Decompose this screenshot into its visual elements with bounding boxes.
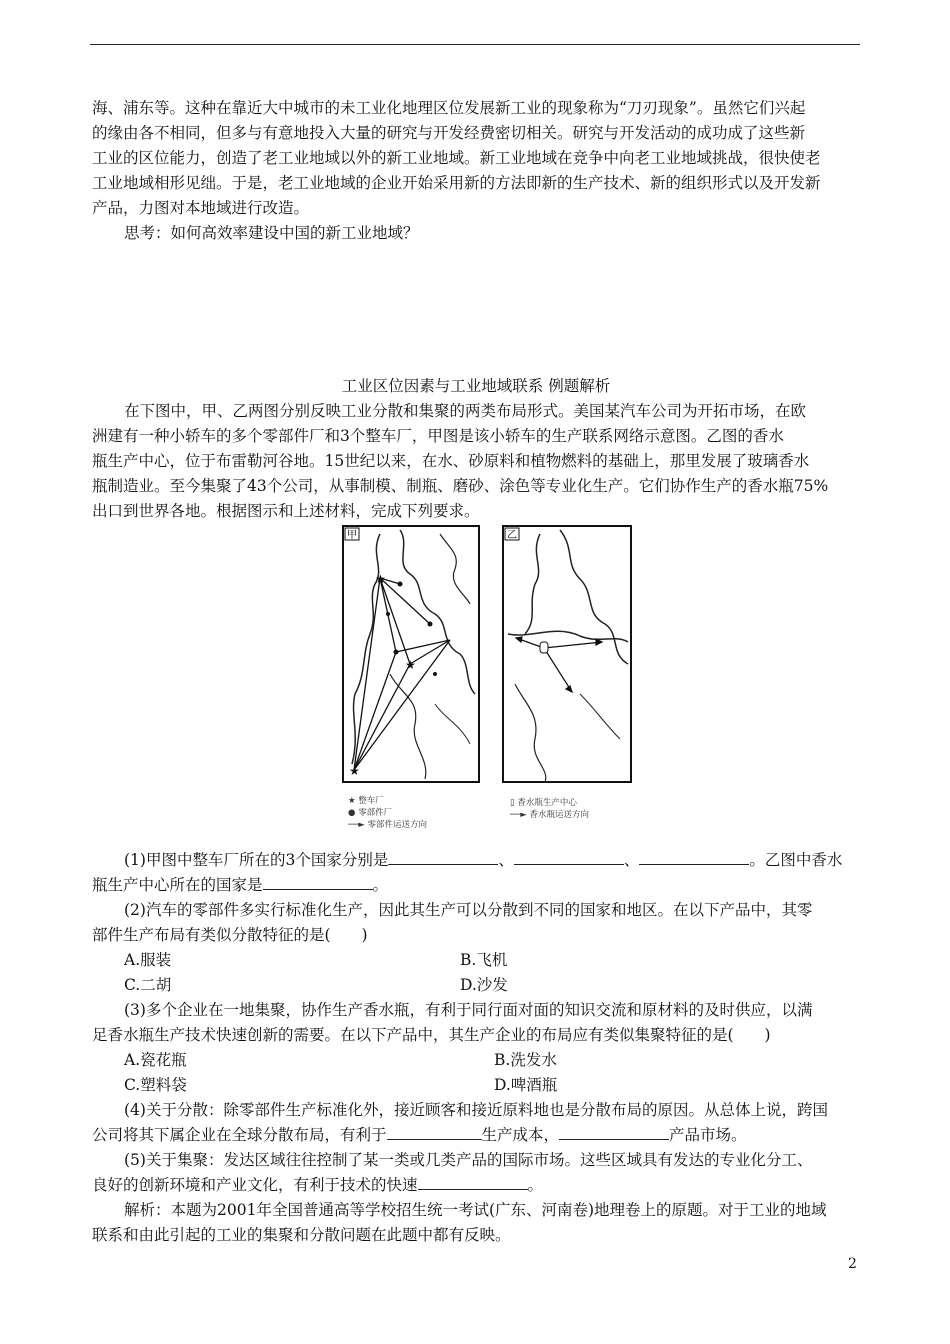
q3-line: 足香水瓶生产技术快速创新的需要。在以下产品中，其生产企业的布局应有类似集聚特征的是( ) [92,1026,771,1044]
q1-line2: 瓶生产中心所在的国家是 。 [92,876,389,894]
analysis-line: 联系和由此引起的工业的集聚和分散问题在此题中都有反映。 [92,1226,511,1244]
q4-line2: 公司将其下属企业在全球分散布局，有利于 生产成本， 产品市场。 [92,1126,747,1144]
map-b-label: 乙 [507,530,517,541]
bottle-icon: ▯ [510,798,515,808]
legend-a: ★ 整车厂 ● 零部件厂 ──► 零部件运送方向 [348,796,427,830]
q2-options-row [92,948,860,973]
parts-factory [386,612,390,616]
q5-line1: (5)关于集聚：发达区域往往控制了某一类或几类产品的国际市场。这些区域具有发达的专业化分工、 [124,1151,813,1169]
blank[interactable] [639,849,749,865]
blank[interactable] [388,849,498,865]
assembly-plant: ★ [375,572,386,586]
option[interactable]: D.啤酒瓶 [494,1076,558,1094]
assembly-plant: ★ [405,658,416,672]
blank[interactable] [514,849,624,865]
map-b-frame [503,526,631,782]
blank[interactable] [418,1174,528,1190]
option[interactable]: B.洗发水 [494,1051,557,1069]
page-number: 2 [848,1256,857,1272]
intro-line: 产品，力图对本地域进行改造。 [92,199,310,217]
q2-line: (2)汽车的零部件多实行标准化生产，因此其生产可以分散到不同的国家和地区。在以下产品中，其零 [124,901,813,919]
option[interactable]: D.沙发 [460,976,508,994]
q3-line: (3)多个企业在一地集聚，协作生产香水瓶，有利于同行面对面的知识交流和原材料的及时供应，以满 [124,1001,813,1019]
option[interactable]: C.二胡 [124,976,172,994]
option[interactable]: A.瓷花瓶 [124,1051,187,1069]
q3-options-row [92,1048,860,1073]
parts-factory [433,672,437,676]
figure-maps [340,524,640,834]
arrow-icon: ──► [348,820,365,830]
q1-line1: (1)甲图中整车厂所在的3个国家分别是 、 、 。乙图中香水 [124,851,843,869]
questions-block [92,848,860,1248]
parts-factory [394,650,399,655]
blank[interactable] [559,1124,669,1140]
intro-line: 海、浦东等。这种在靠近大中城市的未工业化地理区位发展新工业的现象称为“刀刃现象”。虽然它们兴起 [92,99,806,117]
option[interactable]: B.飞机 [460,951,508,969]
q4-line1: (4)关于分散：除零部件生产标准化外，接近顾客和接近原料地也是分散布局的原因。从总体上说，跨国 [124,1101,828,1119]
intro-block [92,96,860,246]
intro-line: 工业地域相形见绌。于是，老工业地域的企业开始采用新的方法即新的生产技术、新的组织形式以及开发新 [92,174,821,192]
map-a-label: 甲 [347,530,357,541]
arrow-icon: ──► [510,810,527,820]
question-intro-line: 瓶生产中心，位于布雷勒河谷地。15世纪以来，在水、砂原料和植物燃料的基础上，那里发展了玻璃香水 [92,452,810,470]
q5-line2: 良好的创新环境和产业文化，有利于技术的快速 。 [92,1176,544,1194]
maps-svg [340,524,640,834]
assembly-plant: ★ [349,764,360,778]
option[interactable]: A.服装 [124,951,172,969]
option[interactable]: C.塑料袋 [124,1076,187,1094]
analysis-line: 解析：本题为2001年全国普通高等学校招生统一考试(广东、河南卷)地理卷上的原题。对于工业的地域 [124,1201,827,1219]
question-intro-line: 瓶制造业。至今集聚了43个公司，从事制模、制瓶、磨砂、涂色等专业化生产。它们协作生产的香水瓶75% [92,477,829,495]
section-title: 工业区位因素与工业地域联系 例题解析 [341,377,611,395]
q3-options-row [92,1073,860,1098]
parts-factory [428,622,433,627]
blank[interactable] [387,1124,482,1140]
think-question: 思考：如何高效率建设中国的新工业地域？ [124,224,419,242]
perfume-center-icon [540,642,548,653]
q2-line: 部件生产布局有类似分散特征的是( ) [92,926,368,944]
parts-factory [398,582,403,587]
q2-options-row [92,973,860,998]
header-rule [90,44,860,45]
dot-icon: ● [348,808,356,818]
question-intro-line: 在下图中，甲、乙两图分别反映工业分散和集聚的两类布局形式。美国某汽车公司为开拓市场，在欧 [124,402,807,420]
blank[interactable] [263,874,373,890]
intro-line: 工业的区位能力，创造了老工业地域以外的新工业地域。新工业地域在竞争中向老工业地域挑战，很快使老 [92,149,821,167]
example-block [92,374,860,524]
star-icon: ★ [348,796,356,806]
question-intro-line: 洲建有一种小轿车的多个零部件厂和3个整车厂，甲图是该小轿车的生产联系网络示意图。乙图的香水 [92,427,784,445]
legend-b: ▯ 香水瓶生产中心 ──► 香水瓶运送方向 [510,798,589,820]
question-intro-line: 出口到世界各地。根据图示和上述材料，完成下列要求。 [92,502,480,520]
intro-line: 的缘由各不相同，但多与有意地投入大量的研究与开发经费密切相关。研究与开发活动的成功成了这些新 [92,124,806,142]
